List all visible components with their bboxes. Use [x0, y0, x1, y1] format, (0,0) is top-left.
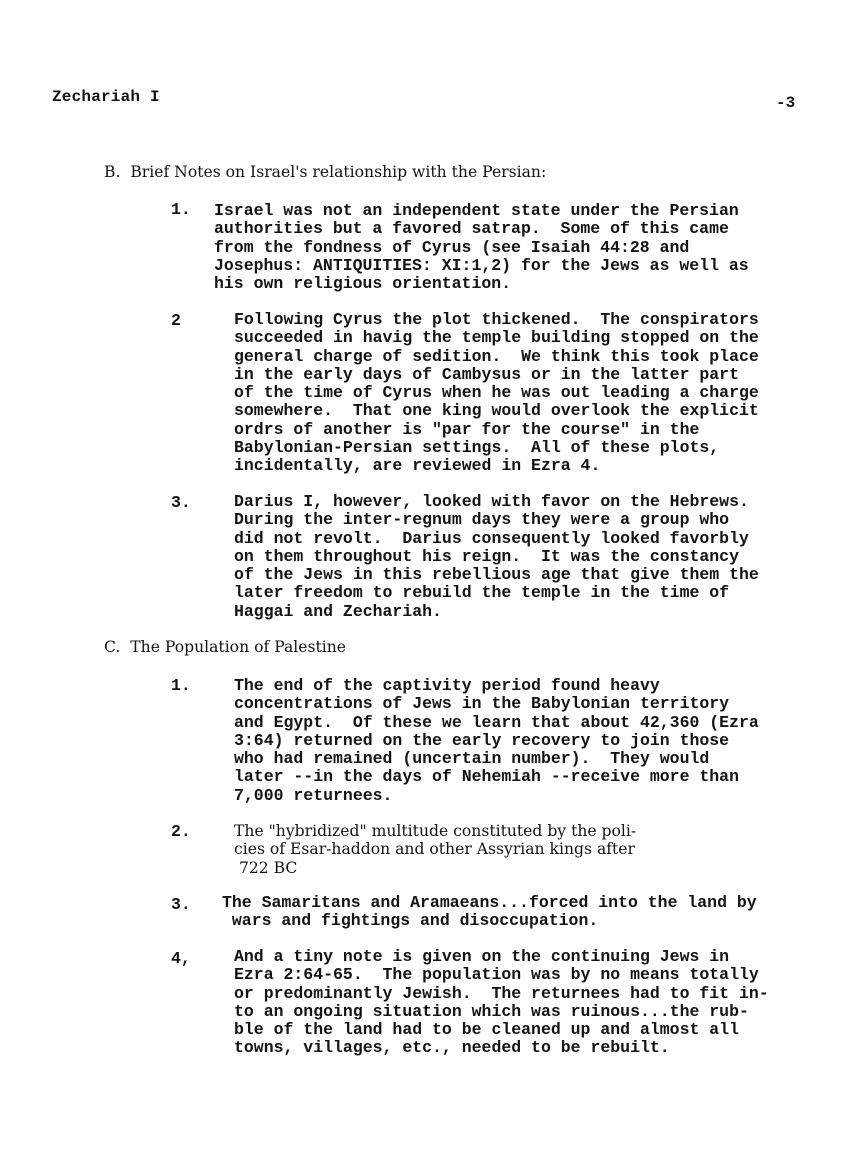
- text-line: Ezra 2:64-65. The population was by no means totally: [234, 965, 759, 985]
- text-line: wars and fightings and disoccupation.: [222, 911, 599, 931]
- text-line: later freedom to rebuild the temple in the time of: [234, 583, 730, 603]
- text-line: Josephus: ANTIQUITIES: XI:1,2) for the Jews as well as: [214, 255, 749, 275]
- text-line: to an ongoing situation which was ruinous...the rub-: [234, 1001, 749, 1021]
- text-line: 7,000 returnees.: [234, 785, 393, 805]
- text-line: somewhere. That one king would overlook the explicit: [234, 401, 759, 421]
- section-c-item-1-number: 1.: [171, 676, 191, 695]
- text-line: Following Cyrus the plot thickened. The conspirators: [234, 310, 759, 329]
- section-b-item-1-number: 1.: [171, 200, 191, 219]
- text-line: Haggai and Zechariah.: [234, 601, 442, 621]
- text-line: cies of Esar-haddon and other Assyrian kings after: [234, 840, 635, 859]
- text-line: authorities but a favored satrap. Some of this came: [214, 219, 729, 239]
- text-line: Israel was not an independent state under the Persian: [214, 201, 739, 220]
- text-line: of the time of Cyrus when he was out leading a charge: [234, 383, 759, 403]
- section-b-item-3-text: [234, 493, 759, 621]
- text-line: Babylonian-Persian settings. All of these plots,: [234, 438, 720, 458]
- section-c-item-4-text: [234, 948, 769, 1058]
- text-line: 3:64) returned on the early recovery to join those: [234, 730, 730, 750]
- text-line: ble of the land had to be cleaned up and almost all: [234, 1020, 739, 1040]
- text-line: concentrations of Jews in the Babylonian territory: [234, 694, 730, 714]
- section-c-item-1-text: [234, 677, 759, 805]
- text-line: on them throughout his reign. It was the constancy: [234, 546, 739, 566]
- text-line: succeeded in havig the temple building stopped on the: [234, 328, 759, 348]
- section-b-item-1-text: [214, 202, 749, 293]
- section-c-item-2-text: [234, 822, 636, 877]
- section-c-item-3-number: 3.: [171, 895, 191, 914]
- text-line: Darius I, however, looked with favor on the Hebrews.: [234, 492, 749, 511]
- text-line: his own religious orientation.: [214, 274, 512, 294]
- section-c-heading: C. The Population of Palestine: [104, 638, 347, 656]
- section-b-item-3-number: 3.: [171, 493, 191, 512]
- text-line: And a tiny note is given on the continuing Jews in: [234, 947, 730, 966]
- text-line: later --in the days of Nehemiah --receive more than: [234, 767, 739, 787]
- text-line: did not revolt. Darius consequently looked favorbly: [234, 528, 749, 548]
- text-line: The end of the captivity period found heavy: [234, 676, 660, 695]
- text-line: towns, villages, etc., needed to be rebuilt.: [234, 1038, 670, 1058]
- section-b-heading: B. Brief Notes on Israel's relationship with the Persian:: [104, 163, 547, 181]
- section-b-item-2-text: [234, 311, 759, 476]
- section-c-item-3-text: [222, 894, 757, 931]
- section-c-item-2-number: 2.: [171, 822, 191, 841]
- document-title: Zechariah I: [52, 88, 160, 106]
- text-line: who had remained (uncertain number). They would: [234, 749, 710, 769]
- text-line: ordrs of another is "par for the course" in the: [234, 419, 700, 439]
- text-line: of the Jews in this rebellious age that give them the: [234, 565, 759, 585]
- text-line: general charge of sedition. We think this took place: [234, 346, 759, 366]
- page-number: -3: [776, 94, 796, 112]
- text-line: During the inter-regnum days they were a group who: [234, 510, 730, 530]
- text-line: and Egypt. Of these we learn that about 42,360 (Ezra: [234, 712, 759, 732]
- text-line: The "hybridized" multitude constituted by the poli-: [234, 822, 637, 840]
- text-line: The Samaritans and Aramaeans...forced into the land by: [222, 893, 757, 912]
- text-line: or predominantly Jewish. The returnees had to fit in-: [234, 983, 769, 1003]
- section-c-item-4-number: 4,: [171, 949, 191, 968]
- text-line: from the fondness of Cyrus (see Isaiah 44:28 and: [214, 237, 690, 257]
- text-line: 722 BC: [234, 858, 298, 877]
- section-b-item-2-number: 2: [171, 311, 181, 330]
- text-line: incidentally, are reviewed in Ezra 4.: [234, 456, 601, 476]
- text-line: in the early days of Cambysus or in the latter part: [234, 364, 739, 384]
